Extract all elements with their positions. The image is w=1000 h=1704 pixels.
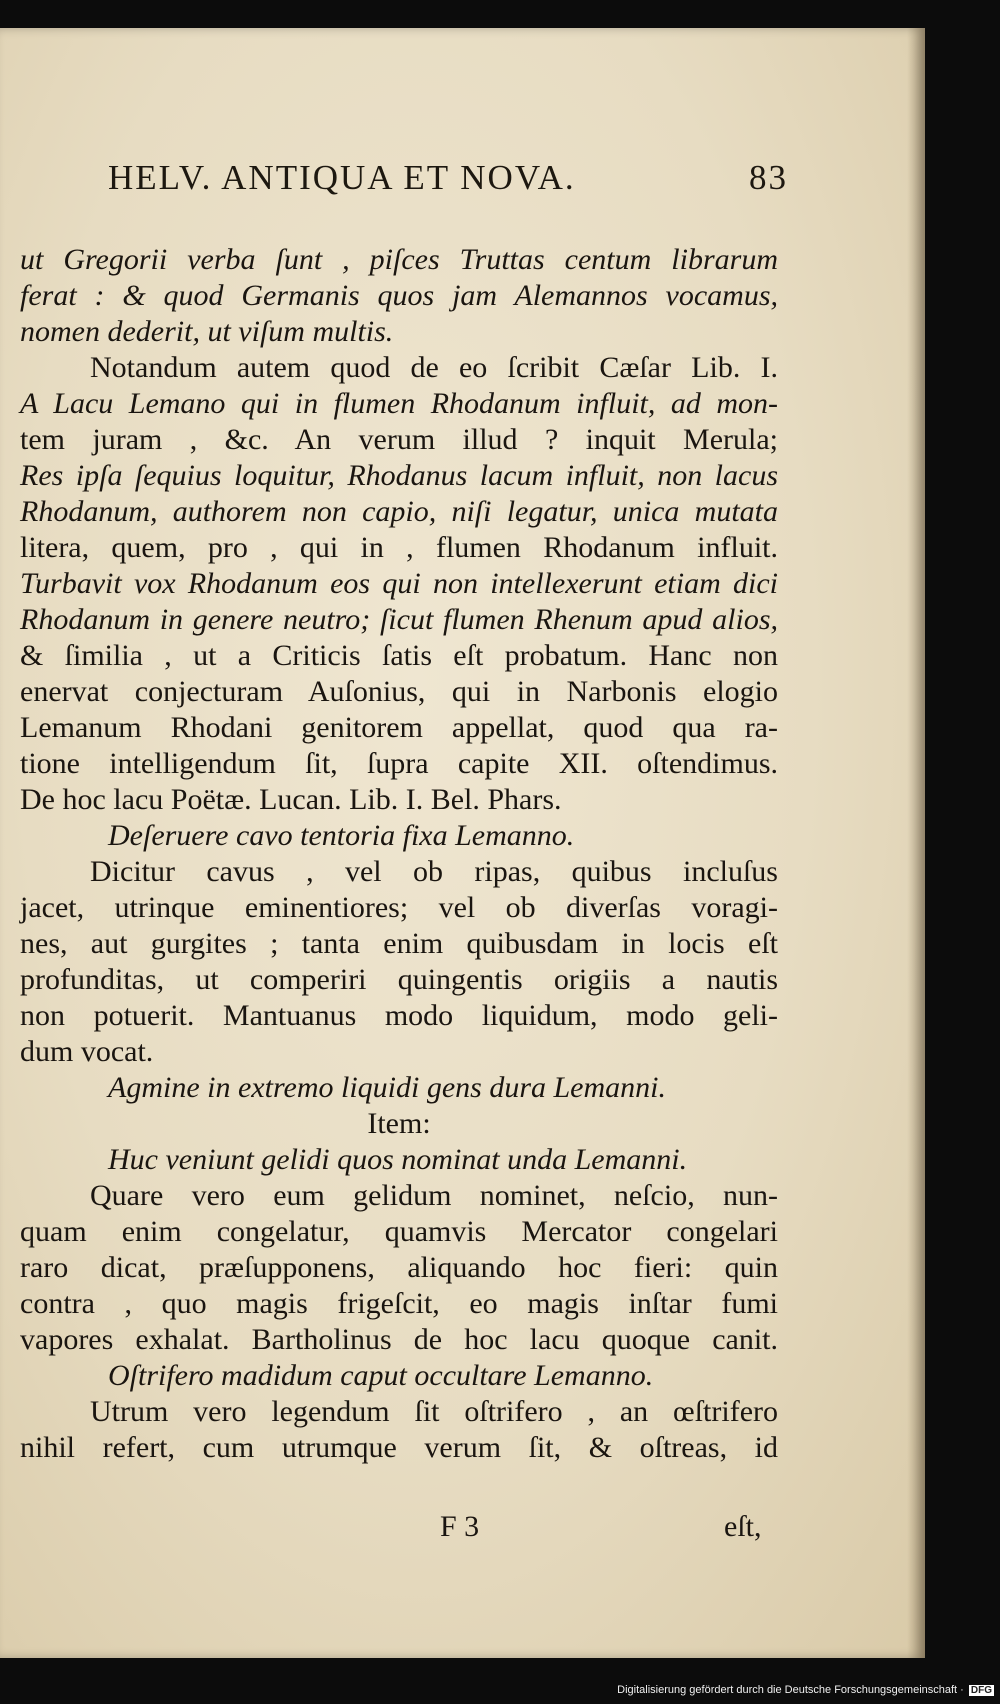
text-line: non potuerit. Mantuanus modo liquidum, modo geli- — [20, 999, 778, 1032]
text-line: contra , quo magis frigeſcit, eo magis inſtar fumi — [20, 1287, 778, 1320]
text-line: A Lacu Lemano qui in flumen Rhodanum influit, ad mon- — [20, 387, 778, 420]
text-line: Rhodanum, authorem non capio, niſi legatur, unica mutata — [20, 495, 778, 528]
text-line: Res ipſa ſequius loquitur, Rhodanus lacum influit, non lacus — [20, 459, 778, 492]
text-line: quam enim congelatur, quamvis Mercator congelari — [20, 1215, 778, 1248]
verse-line: Agmine in extremo liquidi gens dura Lemanni. — [108, 1071, 666, 1104]
text-line: & ſimilia , ut a Criticis ſatis eſt probatum. Hanc non — [20, 639, 778, 672]
credit-text: Digitalisierung gefördert durch die Deutsche Forschungsgemeinschaft · — [617, 1684, 964, 1696]
text-line: Turbavit vox Rhodanum eos qui non intellexerunt etiam dici — [20, 567, 778, 600]
text-line: raro dicat, præſupponens, aliquando hoc fieri: quin — [20, 1251, 778, 1284]
book-page — [0, 28, 925, 1658]
signature-mark: F 3 — [440, 1510, 480, 1543]
text-line: enervat conjecturam Auſonius, qui in Narbonis elogio — [20, 675, 778, 708]
catchword: eſt, — [724, 1510, 762, 1543]
text-line: tem juram , &c. An verum illud ? inquit Merula; — [20, 423, 778, 456]
body-text — [20, 242, 778, 1466]
verse-line: Huc veniunt gelidi quos nominat unda Lemanni. — [108, 1143, 688, 1176]
running-title: HELV. ANTIQUA ET NOVA. — [108, 158, 576, 197]
text-line: litera, quem, pro , qui in , flumen Rhodanum influit. — [20, 531, 778, 564]
text-line: Utrum vero legendum ſit oſtrifero , an œſtrifero — [90, 1395, 778, 1428]
text-line: nihil refert, cum utrumque verum ſit, & oſtreas, id — [20, 1431, 778, 1464]
verse-line: Deſeruere cavo tentoria fixa Lemanno. — [108, 819, 575, 852]
text-line: jacet, utrinque eminentiores; vel ob diverſas voragi- — [20, 891, 778, 924]
text-line: Dicitur cavus , vel ob ripas, quibus incluſus — [90, 855, 778, 888]
text-line: Quare vero eum gelidum nominet, neſcio, nun- — [90, 1179, 778, 1212]
text-line: nomen dederit, ut viſum multis. — [20, 315, 394, 348]
text-line: ut Gregorii verba ſunt , piſces Truttas centum librarum — [20, 243, 778, 276]
verse-line: Oſtrifero madidum caput occultare Lemanno. — [108, 1359, 654, 1392]
dfg-logo: DFG — [970, 1685, 992, 1696]
text-line: ferat : & quod Germanis quos jam Alemannos vocamus, — [20, 279, 778, 312]
text-line: Rhodanum in genere neutro; ſicut flumen Rhenum apud alios, — [20, 603, 778, 636]
text-line: Lemanum Rhodani genitorem appellat, quod qua ra- — [20, 711, 778, 744]
digitization-credit — [617, 1684, 994, 1696]
text-line: vapores exhalat. Bartholinus de hoc lacu quoque canit. — [20, 1323, 778, 1356]
running-header — [108, 158, 788, 198]
text-line: Item: — [367, 1107, 431, 1140]
page-number: 83 — [749, 158, 788, 197]
text-line: profunditas, ut comperiri quingentis origiis a nautis — [20, 963, 778, 996]
text-line: dum vocat. — [20, 1035, 154, 1068]
text-line: tione intelligendum ſit, ſupra capite XII. oſtendimus. — [20, 747, 778, 780]
text-line: Notandum autem quod de eo ſcribit Cæſar Lib. I. — [90, 351, 778, 384]
text-line: nes, aut gurgites ; tanta enim quibusdam in locis eſt — [20, 927, 778, 960]
text-line: De hoc lacu Poëtæ. Lucan. Lib. I. Bel. Phars. — [20, 783, 562, 816]
